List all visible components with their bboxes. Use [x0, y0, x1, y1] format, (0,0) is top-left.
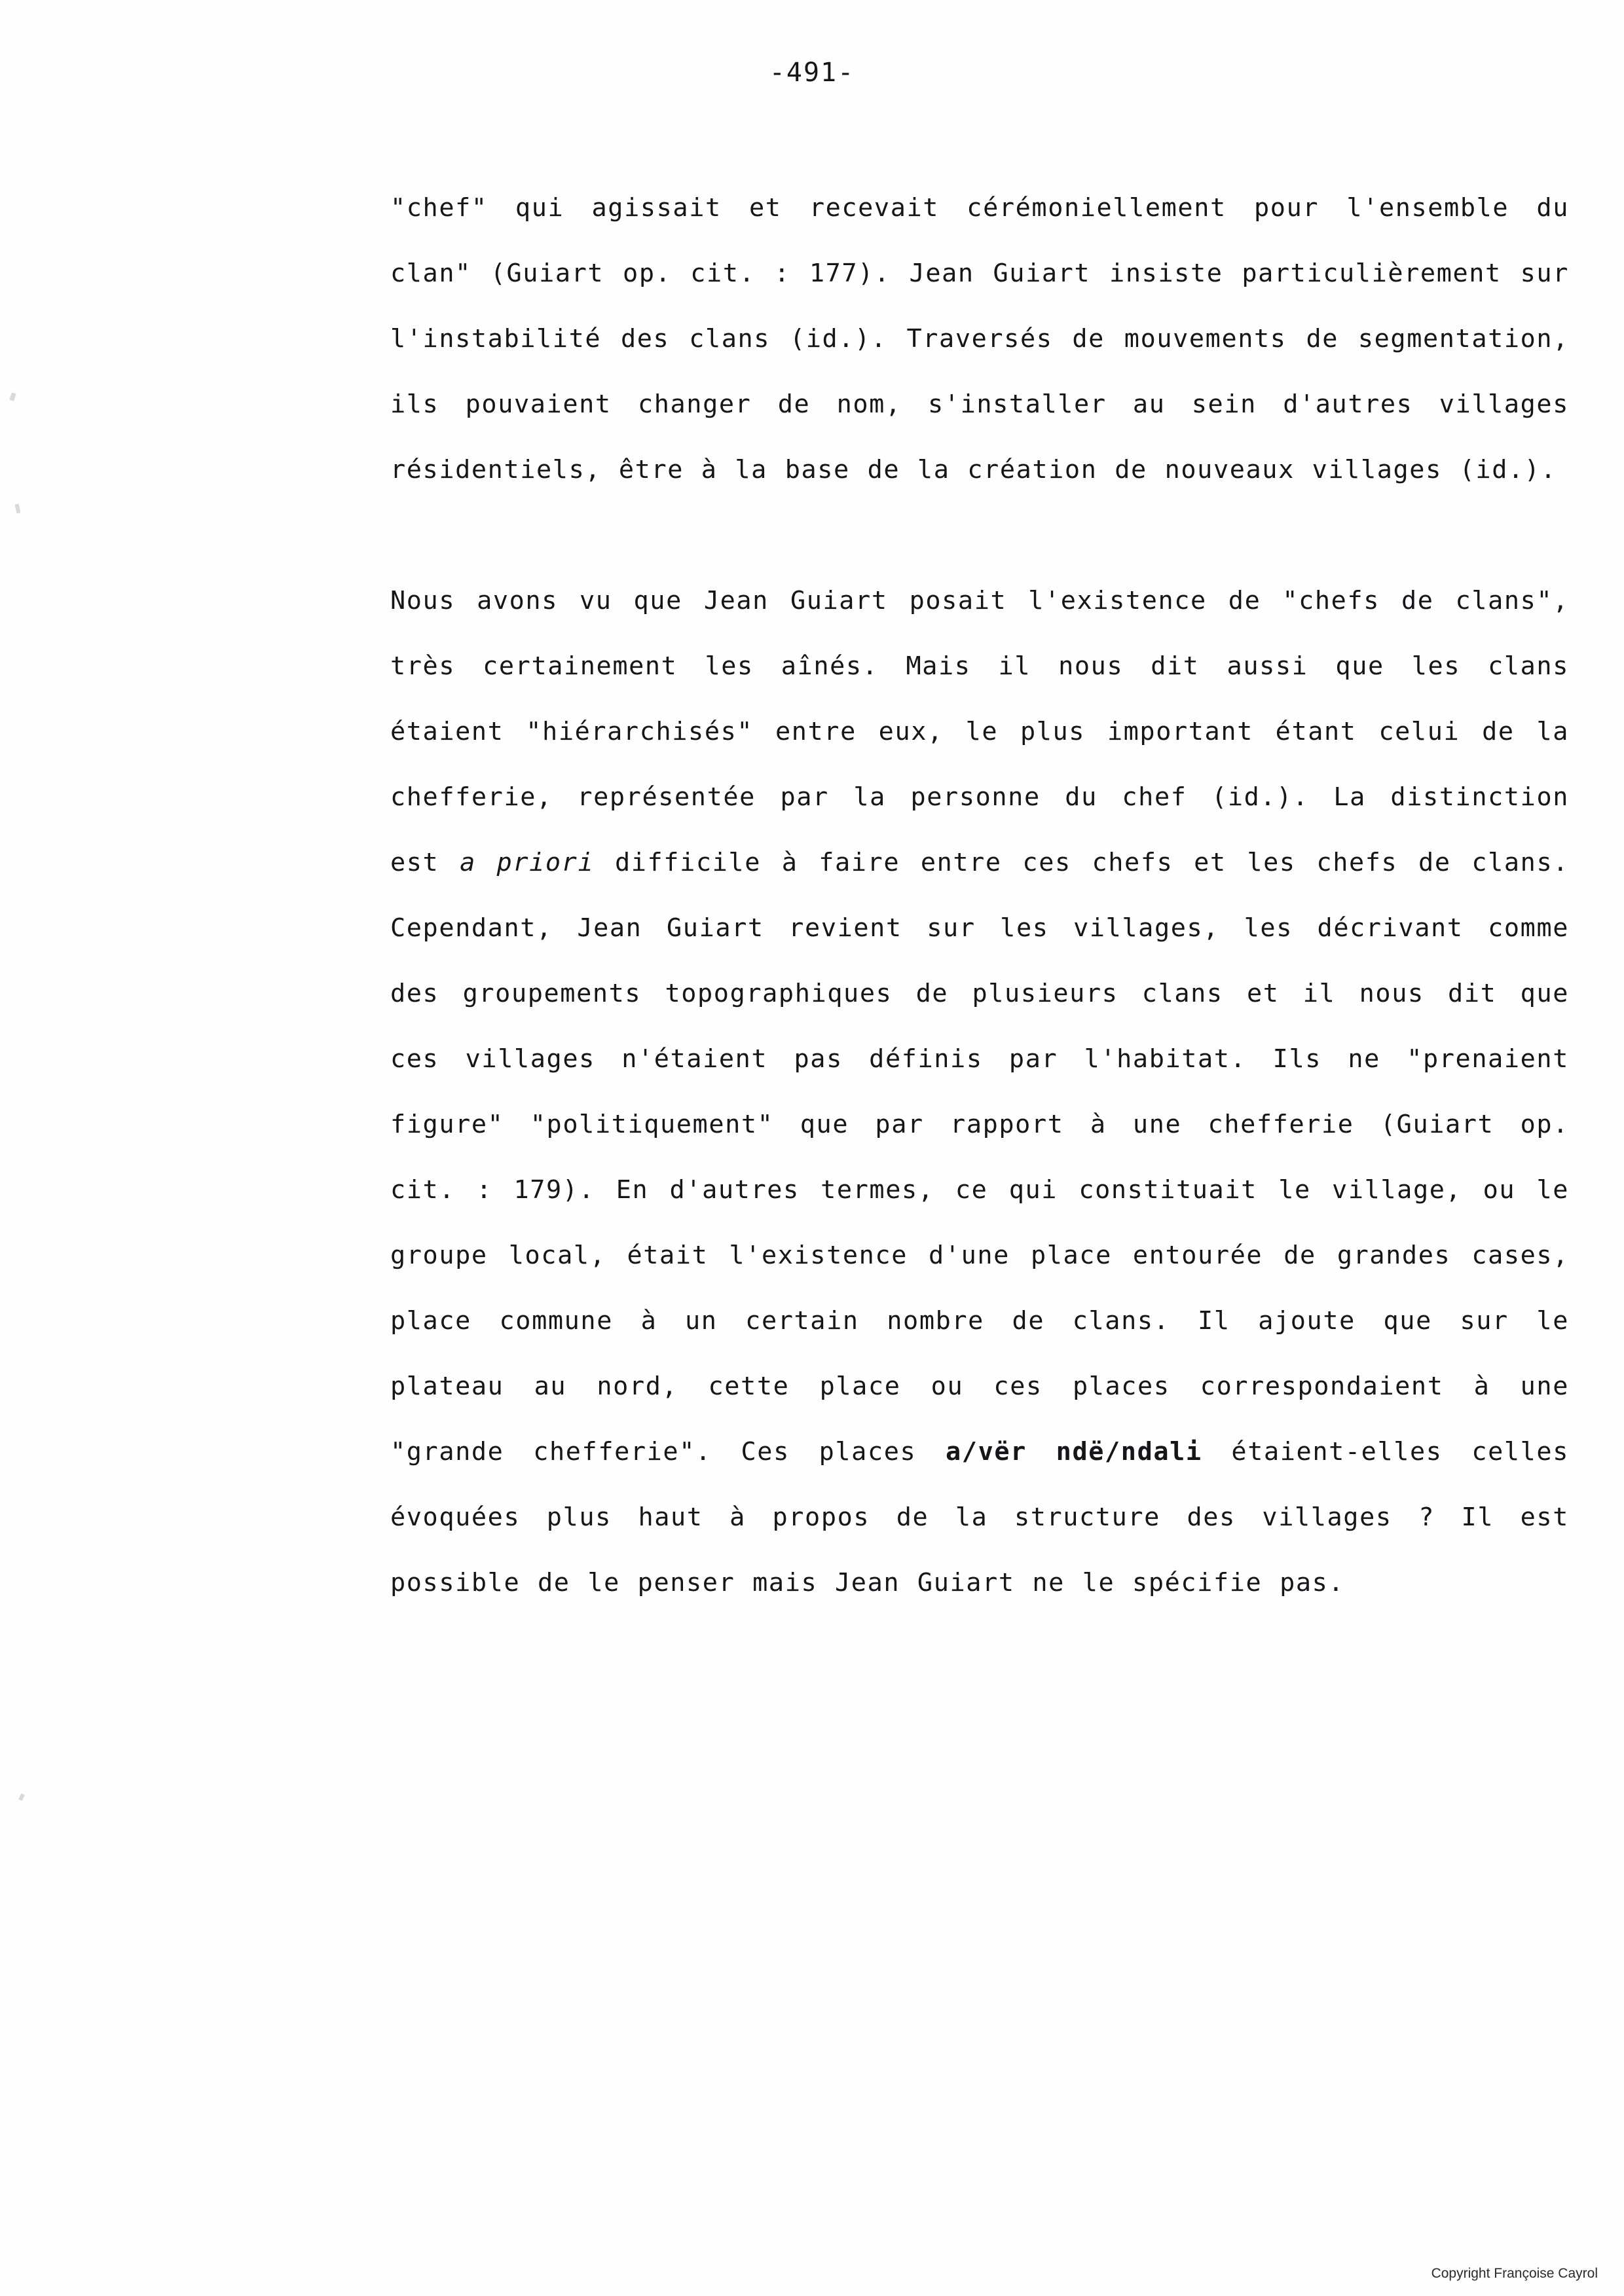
page-number: -491- [769, 58, 855, 88]
paragraph-2-segment-bold: a/vër ndë/ndali [946, 1437, 1202, 1467]
paragraph-2-segment-3: étaient-elles celles évoquées plus haut à propos de la structure des villages ? Il est possible de le penser mais Jean Guiart ne le spécifie pas. [390, 1437, 1569, 1597]
paragraph-2-segment-1: Nous avons vu que Jean Guiart posait l'existence de "chefs de clans", très certainement les aînés. Mais il nous dit aussi que les clans étaient "hiérarchisés" entre eux, le plus important étant celui de la chefferie, représentée par la personne du chef (id.). La distinction est [390, 586, 1569, 877]
copyright-notice: Copyright Françoise Cayrol [1431, 2266, 1598, 2281]
paragraph-2 [390, 568, 1569, 1616]
paragraph-2-segment-italic: a priori [460, 848, 595, 877]
paragraph-1: "chef" qui agissait et recevait cérémoniellement pour l'ensemble du clan" (Guiart op. cit. : 177). Jean Guiart insiste particulièrement sur l'instabilité des clans (id.). Traversés de mouvements de segmentation, ils pouvaient changer de nom, s'installer au sein d'autres villages résidentiels, être à la base de la création de nouveaux villages (id.). [390, 193, 1569, 484]
scan-speck [9, 392, 16, 401]
paragraph-2-segment-2: difficile à faire entre ces chefs et les chefs de clans. Cependant, Jean Guiart revient sur les villages, les décrivant comme des groupements topographiques de plusieurs clans et il nous dit que ces villages n'étaient pas définis par l'habitat. Ils ne "prenaient figure" "politiquement" que par rapport à une chefferie (Guiart op. cit. : 179). En d'autres termes, ce qui constituait le village, ou le groupe local, était l'existence d'une place entourée de grandes cases, place commune à un certain nombre de clans. Il ajoute que sur le plateau au nord, cette place ou ces places correspondaient à une "grande chefferie". Ces places [390, 848, 1570, 1467]
scan-speck [18, 1793, 25, 1801]
scan-speck [15, 504, 21, 514]
page-body [390, 175, 1569, 1616]
